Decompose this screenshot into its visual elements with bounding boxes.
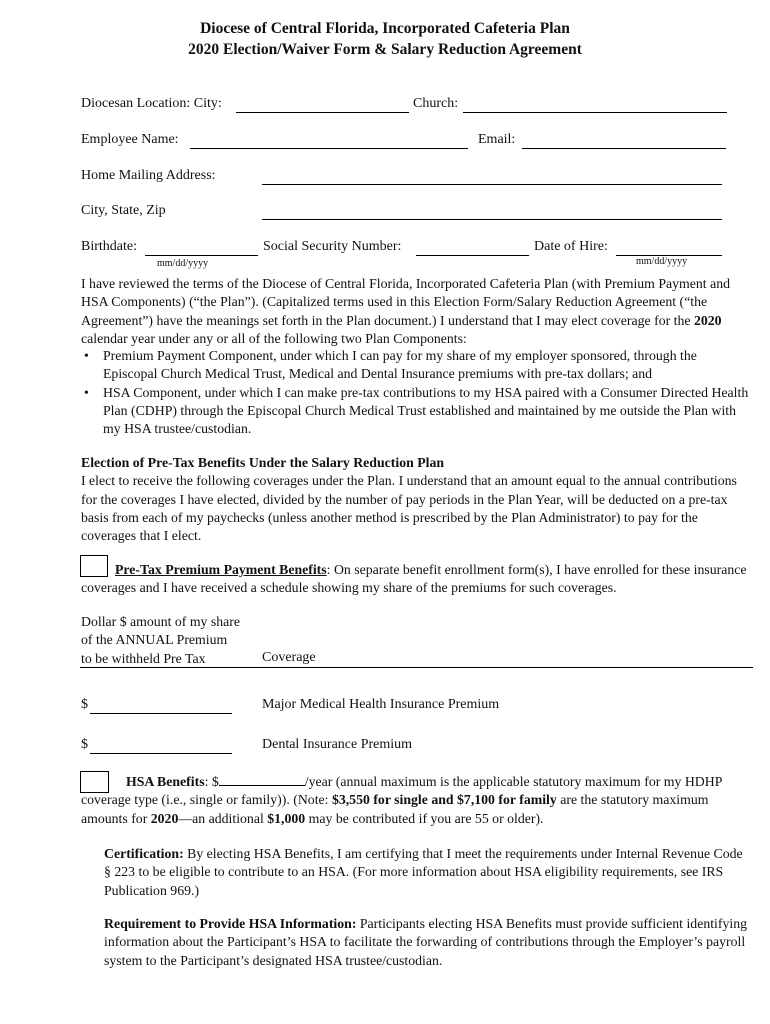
hire-date-label: Date of Hire: (534, 239, 608, 254)
birthdate-format-hint: mm/dd/yyyy (157, 258, 209, 269)
ssn-input-line[interactable] (416, 255, 529, 256)
plan-components-list (81, 347, 751, 438)
intro-paragraph (81, 275, 751, 348)
hsa-text-2: /year (annual maximum is the applicable statutory maximum for my HDHP coverage type (i.e., single or family)). (Note: (81, 774, 722, 808)
intro-text: I have reviewed the terms of the Diocese of Central Florida, Incorporated Cafeteria Plan (with Premium Payment and HSA Components) (“the Plan”). (Capitalized terms used in this Election Form/Salary Reduction Agreement (“the Agreement”) have the meanings set forth in the Plan document.) I understand that I may elect coverage for the (81, 276, 731, 328)
city-state-zip-input-line[interactable] (262, 219, 722, 220)
hire-date-format-hint: mm/dd/yyyy (636, 256, 688, 267)
certification-text: By electing HSA Benefits, I am certifying that I meet the requirements under Internal Revenue Code § 223 to be eligible to contribute to an HSA. (For more information about HSA eligibility requirements, see IRS Publication 969.) (104, 846, 743, 898)
employee-name-label: Employee Name: (81, 132, 179, 147)
coverage-column-header: Coverage (262, 650, 316, 665)
hsa-text-4: —an additional (178, 810, 268, 826)
premium-benefits-text: : On separate benefit enrollment form(s), I have enrolled for these insurance coverages and I have received a schedule showing my share of the premiums for such coverages. (81, 562, 747, 596)
certification-label: Certification: (104, 846, 184, 861)
ssn-label: Social Security Number: (263, 239, 402, 254)
hsa-amount-input-line[interactable] (219, 773, 305, 786)
medical-coverage-label: Major Medical Health Insurance Premium (262, 697, 500, 712)
hsa-benefits-label: HSA Benefits (126, 774, 205, 789)
intro-year: 2020 (693, 312, 722, 328)
election-body: I elect to receive the following coverages under the Plan. I understand that an amount equal to the annual contributions for the coverages I have elected, divided by the number of pay periods in the Plan Year, will be deducted on a pre-tax basis from each of my paychecks (unless another method is prescribed by the Plan Administrator) to pay for the coverages that I elect. (81, 473, 737, 544)
church-label: Church: (413, 96, 459, 111)
home-address-label: Home Mailing Address: (81, 168, 216, 183)
intro-text-end: calendar year under any or all of the following two Plan Components: (81, 330, 467, 346)
table-header-rule (80, 667, 753, 668)
premium-benefits-label: Pre-Tax Premium Payment Benefits (115, 562, 327, 577)
hsa-text-3: are the statutory maximum amounts for (81, 792, 709, 826)
bullet-glyph: • (84, 384, 89, 400)
list-item (81, 347, 751, 384)
hsa-text-1: : $ (204, 774, 219, 789)
amount-column-header (81, 613, 261, 668)
amount-header-line-2: of the ANNUAL Premium (81, 632, 228, 648)
church-input-line[interactable] (463, 112, 727, 113)
requirement-text: Participants electing HSA Benefits must provide sufficient identifying information about the Participant’s HSA to facilitate the forwarding of contributions through the Employer’s payroll system to the Participant’s designated HSA trustee/custodian. (104, 916, 748, 968)
city-state-zip-label: City, State, Zip (81, 203, 166, 218)
election-section (81, 454, 751, 545)
medical-amount-input-line[interactable] (90, 713, 232, 714)
amount-header-line-3: to be withheld Pre Tax (81, 650, 206, 666)
birthdate-label: Birthdate: (81, 239, 137, 254)
amount-header-line-1: Dollar $ amount of my share (81, 614, 241, 629)
form-title-line-2: 2020 Election/Waiver Form & Salary Reduction Agreement (188, 41, 582, 58)
email-input-line[interactable] (522, 148, 726, 149)
birthdate-input-line[interactable] (145, 255, 258, 256)
certification-paragraph (104, 845, 744, 900)
form-title-line-1: Diocese of Central Florida, Incorporated Cafeteria Plan (200, 20, 570, 37)
employee-name-input-line[interactable] (190, 148, 468, 149)
city-input-line[interactable] (236, 112, 409, 113)
component-hsa: HSA Component, under which I can make pre-tax contributions to my HSA paired with a Consumer Directed Health Plan (CDHP) through the Episcopal Church Medical Trust established and maintained by me outside the Plan with my HSA trustee/custodian. (103, 384, 749, 437)
home-address-input-line[interactable] (262, 184, 722, 185)
component-premium-payment: Premium Payment Component, under which I can pay for my share of my employer sponsored, through the Episcopal Church Medical Trust, Medical and Dental Insurance premiums with pre-tax dollars; and (103, 348, 697, 382)
list-item (81, 384, 751, 439)
requirement-label: Requirement to Provide HSA Information: (104, 916, 357, 931)
hsa-text-5: may be contributed if you are 55 or older). (305, 810, 544, 826)
dental-dollar-sign: $ (81, 737, 88, 752)
hsa-year: 2020 (150, 810, 179, 826)
email-label: Email: (478, 132, 516, 147)
dental-coverage-label: Dental Insurance Premium (262, 737, 413, 752)
requirement-paragraph (104, 915, 749, 970)
bullet-glyph: • (84, 348, 89, 363)
dental-amount-input-line[interactable] (90, 753, 232, 754)
hsa-catchup-amount: $1,000 (267, 810, 306, 826)
hsa-limits: $3,550 for single and $7,100 for family (331, 792, 557, 808)
medical-dollar-sign: $ (81, 697, 88, 712)
location-label: Diocesan Location: City: (81, 96, 222, 111)
election-heading: Election of Pre-Tax Benefits Under the Salary Reduction Plan (81, 455, 445, 470)
premium-benefits-paragraph (81, 561, 753, 598)
hsa-benefits-paragraph (81, 773, 753, 828)
